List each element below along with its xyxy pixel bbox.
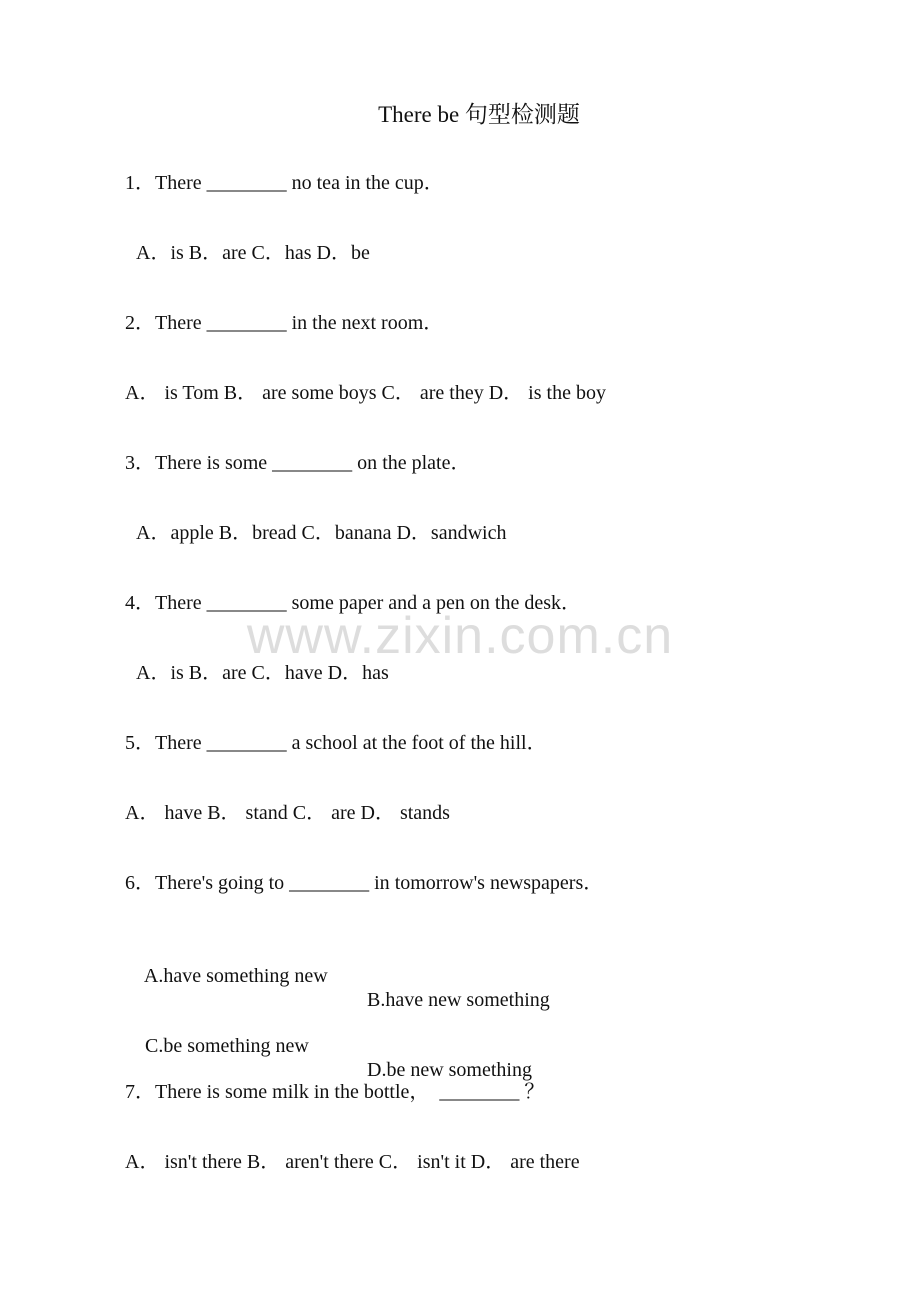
question-4-options: A．is B．are C．have D．has [136, 662, 389, 684]
question-3-options: A．apple B．bread C．banana D．sandwich [136, 522, 507, 544]
question-6-option-d: D.be new something [367, 1059, 532, 1081]
question-6-option-b: B.have new something [367, 989, 550, 1011]
question-4-stem: 4．There ________ some paper and a pen on the desk． [125, 592, 581, 614]
question-1-stem: 1．There ________ no tea in the cup． [125, 172, 444, 194]
question-7-options: A． isn't there B． aren't there C． isn't it D． are there [125, 1151, 580, 1173]
question-6-option-a: A.have something new [143, 965, 328, 987]
question-3-stem: 3．There is some ________ on the plate． [125, 452, 471, 474]
question-2-stem: 2．There ________ in the next room． [125, 312, 444, 334]
question-7-stem: 7．There is some milk in the bottle， ________ ？ [125, 1081, 545, 1103]
document-title: There be 句型检测题 [378, 102, 580, 127]
question-2-options: A． is Tom B． are some boys C． are they D． is the boy [125, 382, 606, 404]
question-6-stem: 6．There's going to ________ in tomorrow's newspapers． [125, 872, 604, 894]
question-6-option-c: C.be something new [145, 1035, 309, 1057]
watermark: www.zixin.com.cn [246, 607, 674, 665]
question-5-options: A． have B． stand C． are D． stands [125, 802, 450, 824]
question-1-options: A．is B．are C．has D．be [136, 242, 370, 264]
question-5-stem: 5．There ________ a school at the foot of the hill． [125, 732, 547, 754]
